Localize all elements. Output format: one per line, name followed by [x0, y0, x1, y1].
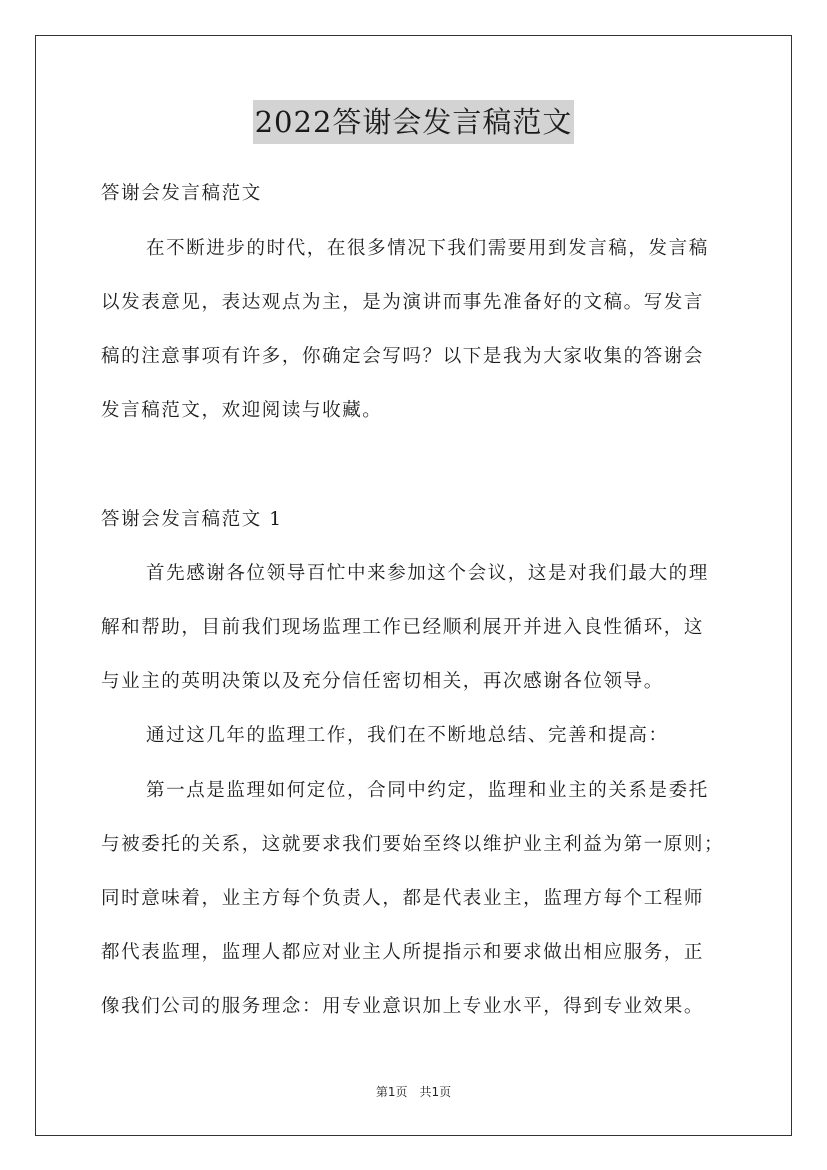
- title-container: [0, 100, 827, 144]
- section-line-1: 首先感谢各位领导百忙中来参加这个会议，这是对我们最大的理: [146, 563, 709, 584]
- intro-line-3: 稿的注意事项有许多，你确定会写吗？以下是我为大家收集的答谢会: [101, 346, 705, 367]
- intro-line-4: 发言稿范文，欢迎阅读与收藏。: [101, 400, 383, 421]
- section-line-7: 同时意味着，业主方每个负责人，都是代表业主，监理方每个工程师: [101, 888, 705, 909]
- section-line-6: 与被委托的关系，这就要求我们要始至终以维护业主利益为第一原则；: [101, 834, 725, 855]
- section-line-3: 与业主的英明决策以及充分信任密切相关，再次感谢各位领导。: [101, 671, 664, 692]
- section-heading: 答谢会发言稿范文 1: [101, 509, 283, 530]
- section-line-2: 解和帮助，目前我们现场监理工作已经顺利展开并进入良性循环，这: [101, 617, 705, 638]
- section-line-4: 通过这几年的监理工作，我们在不断地总结、完善和提高：: [146, 725, 669, 746]
- intro-line-1: 在不断进步的时代，在很多情况下我们需要用到发言稿，发言稿: [146, 238, 709, 259]
- intro-line-2: 以发表意见，表达观点为主，是为演讲而事先准备好的文稿。写发言: [101, 292, 705, 313]
- section-line-5: 第一点是监理如何定位，合同中约定，监理和业主的关系是委托: [146, 780, 709, 801]
- subheading: 答谢会发言稿范文: [101, 183, 262, 204]
- page-footer: 第1页 共1页: [375, 1085, 452, 1099]
- document-title: 2022答谢会发言稿范文: [253, 100, 575, 144]
- section-line-8: 都代表监理，监理人都应对业主人所提指示和要求做出相应服务，正: [101, 942, 705, 963]
- section-line-9: 像我们公司的服务理念：用专业意识加上专业水平，得到专业效果。: [101, 996, 705, 1017]
